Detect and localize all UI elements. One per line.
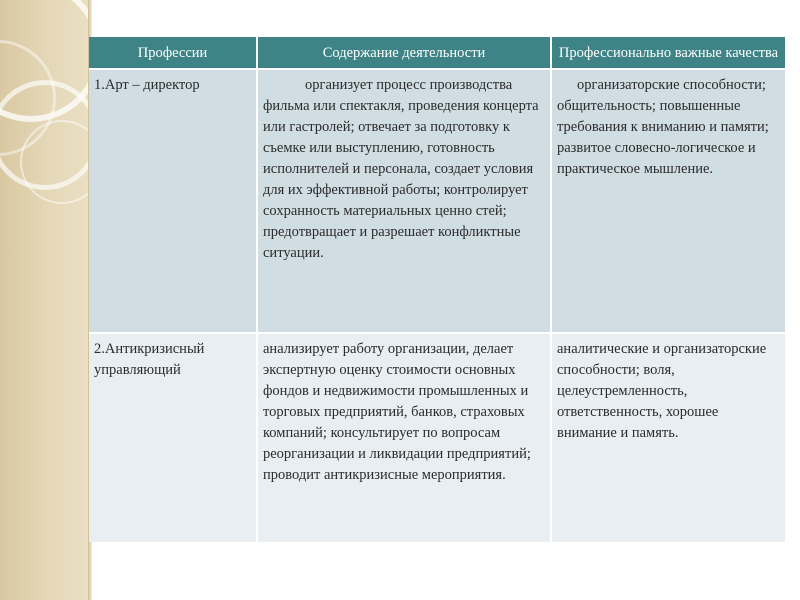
header-qualities: Профессионально важные качества bbox=[551, 37, 785, 69]
header-profession: Профессии bbox=[89, 37, 257, 69]
decorative-ring bbox=[0, 40, 56, 156]
decorative-side-band bbox=[0, 0, 90, 600]
content-text: анализирует работу организации, делает экспертную оценку стоимости основных фондов и недвижимости промышленных и торговых предприятий, банков, страховых компаний; консультирует по вопросам реорганизации и ликвидации предприятий; проводит антикризисные мероприятия. bbox=[263, 341, 531, 483]
profession-text: 2.Антикризисный управляющий bbox=[94, 341, 205, 378]
cell-content bbox=[257, 69, 551, 333]
decorative-ring bbox=[0, 0, 102, 122]
content-text: организует процесс производства фильма или спектакля, проведения концерта или гастролей; отвечает за подготовку к съемке или выступлению, готовность исполнителей и персонала, создает условия для их эффективной работы; контролирует сохранность материальных ценно стей; предотвращает и разрешает конфликтные ситуации. bbox=[263, 77, 539, 261]
cell-profession bbox=[89, 69, 257, 333]
header-content: Содержание деятельности bbox=[257, 37, 551, 69]
table-row bbox=[89, 69, 785, 333]
profession-text: 1.Арт – директор bbox=[94, 77, 200, 93]
professions-table bbox=[89, 37, 785, 542]
cell-content bbox=[257, 333, 551, 542]
decorative-ring bbox=[0, 80, 100, 190]
qualities-text: аналитические и организаторские способности; воля, целеустремленность, ответственность, хорошее внимание и память. bbox=[557, 341, 767, 441]
cell-qualities bbox=[551, 69, 785, 333]
table-header-row bbox=[89, 37, 785, 69]
qualities-text: организаторские способности; общительность; повышенные требования к вниманию и памяти; развитое словесно-логическое и практическое мышление. bbox=[557, 77, 769, 177]
cell-profession bbox=[89, 333, 257, 542]
cell-qualities bbox=[551, 333, 785, 542]
table-row bbox=[89, 333, 785, 542]
